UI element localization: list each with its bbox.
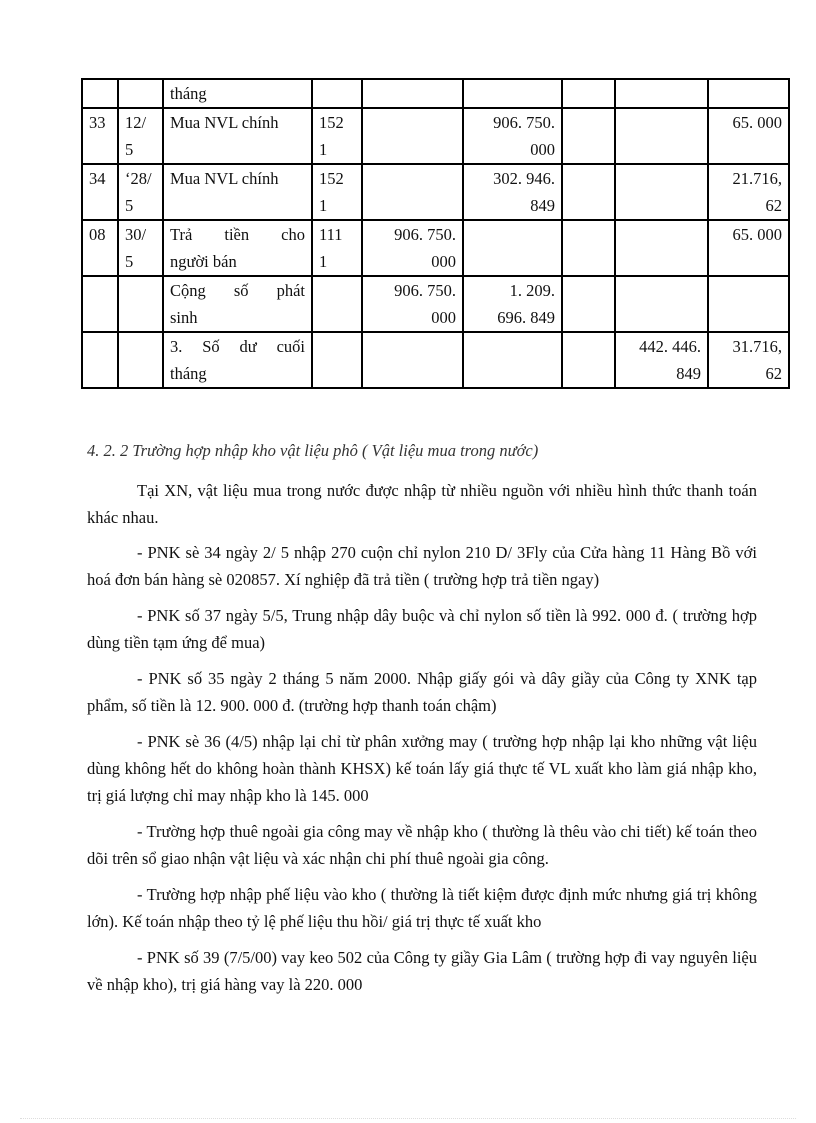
ledger-cell-line: tháng	[170, 84, 207, 103]
ledger-row	[82, 164, 789, 220]
section-heading: 4. 2. 2 Trường hợp nhập kho vật liệu phô ( Vật liệu mua trong nước)	[87, 441, 539, 460]
ledger-row	[82, 108, 789, 164]
ledger-cell-c6	[463, 332, 562, 388]
ledger-cell-line: 31.716,	[732, 337, 782, 356]
ledger-cell-c2	[118, 332, 163, 388]
ledger-cell-c9	[708, 332, 789, 388]
ledger-cell-c3	[163, 220, 312, 276]
ledger-cell-line: 65. 000	[732, 113, 782, 132]
ledger-cell-c4	[312, 332, 362, 388]
ledger-cell-c9	[708, 108, 789, 164]
ledger-cell-line: ‘28/	[125, 169, 152, 188]
body-text	[87, 477, 757, 1007]
ledger-cell-c4	[312, 79, 362, 108]
ledger-cell-line: 3. Số dư cuối	[170, 337, 305, 356]
ledger-cell-line: 1	[319, 252, 328, 271]
ledger-cell-c9	[708, 164, 789, 220]
ledger-cell-c7	[562, 332, 615, 388]
ledger-cell-c8	[615, 332, 708, 388]
ledger-cell-c6	[463, 108, 562, 164]
ledger-cell-line: 5	[125, 196, 134, 215]
ledger-cell-line: 33	[89, 113, 106, 132]
ledger-cell-line: 000	[431, 252, 456, 271]
ledger-cell-c3	[163, 276, 312, 332]
ledger-cell-line: 906. 750.	[394, 281, 456, 300]
ledger-cell-c9	[708, 220, 789, 276]
ledger-cell-c8	[615, 164, 708, 220]
ledger-cell-line: 12/	[125, 113, 147, 132]
ledger-cell-line: 62	[765, 364, 782, 383]
ledger-cell-c5	[362, 108, 463, 164]
ledger-cell-line: 30/	[125, 225, 147, 244]
ledger-cell-c2	[118, 220, 163, 276]
ledger-cell-c6	[463, 220, 562, 276]
ledger-cell-c3	[163, 108, 312, 164]
paragraph-pnk-37: - PNK số 37 ngày 5/5, Trung nhập dây buộc và chỉ nylon số tiền là 992. 000 đ. ( trường hợp dùng tiền tạm ứng để mua)	[87, 606, 757, 652]
paragraph-pnk-35: - PNK số 35 ngày 2 tháng 5 năm 2000. Nhập giấy gói và dây giầy của Công ty XNK tạp phẩm, số tiền là 12. 900. 000 đ. (trường hợp thanh toán chậm)	[87, 669, 757, 715]
ledger-cell-line: 152	[319, 169, 344, 188]
ledger-row	[82, 332, 789, 388]
ledger-cell-line: 849	[676, 364, 701, 383]
ledger-cell-line: 906. 750.	[394, 225, 456, 244]
ledger-cell-c2	[118, 79, 163, 108]
ledger-cell-c4	[312, 276, 362, 332]
paragraph-scrap: - Trường hợp nhập phế liệu vào kho ( thường là tiết kiệm được định mức nhưng giá trị không lớn). Kế toán nhập theo tỷ lệ phế liệu thu hồi/ giá trị thực tế xuất kho	[87, 885, 757, 931]
ledger-cell-c4	[312, 164, 362, 220]
paragraph-pnk-36: - PNK sè 36 (4/5) nhập lại chỉ từ phân xưởng may ( trường hợp nhập lại kho những vật liệu dùng không hết do không hoàn thành KHSX) kế toán lấy giá thực tế VL xuất kho làm giá nhập kho, trị giá lượng chỉ may nhập kho là 145. 000	[87, 732, 757, 805]
ledger-cell-line: 34	[89, 169, 106, 188]
ledger-cell-c3	[163, 332, 312, 388]
ledger-cell-c6	[463, 79, 562, 108]
ledger-cell-line: 1	[319, 196, 328, 215]
ledger-cell-c7	[562, 79, 615, 108]
ledger-cell-c5	[362, 332, 463, 388]
ledger-cell-line: người bán	[170, 252, 237, 271]
paragraph-outsourcing: - Trường hợp thuê ngoài gia công may về nhập kho ( thường là thêu vào chi tiết) kế toán theo dõi trên sổ giao nhận vật liệu và xác nhận chi phí thuê ngoài gia công.	[87, 822, 757, 868]
ledger-cell-c1	[82, 220, 118, 276]
ledger-cell-c7	[562, 164, 615, 220]
ledger-cell-c3	[163, 164, 312, 220]
ledger-cell-line: Trả tiền cho	[170, 225, 305, 244]
ledger-cell-line: 442. 446.	[639, 337, 701, 356]
ledger-row	[82, 220, 789, 276]
ledger-cell-line: 1. 209.	[509, 281, 555, 300]
ledger-cell-line: 5	[125, 140, 134, 159]
ledger-cell-line: 000	[431, 308, 456, 327]
ledger-cell-c3	[163, 79, 312, 108]
paragraph-intro: Tại XN, vật liệu mua trong nước được nhập từ nhiều nguồn với nhiều hình thức thanh toán khác nhau.	[87, 481, 757, 527]
ledger-cell-line: 906. 750.	[493, 113, 555, 132]
ledger-row	[82, 276, 789, 332]
ledger-cell-line: Mua NVL chính	[170, 169, 279, 188]
ledger-cell-c7	[562, 108, 615, 164]
paragraph-pnk-34: - PNK sè 34 ngày 2/ 5 nhập 270 cuộn chỉ nylon 210 D/ 3Fly của Cửa hàng 11 Hàng Bồ với hoá đơn bán hàng sè 020857. Xí nghiệp đã trả tiền ( trường hợp trả tiền ngay)	[87, 543, 757, 589]
ledger-cell-c1	[82, 164, 118, 220]
ledger-cell-c6	[463, 164, 562, 220]
ledger-cell-line: 5	[125, 252, 134, 271]
ledger-cell-line: 696. 849	[497, 308, 555, 327]
ledger-cell-line: 111	[319, 225, 343, 244]
ledger-cell-c5	[362, 164, 463, 220]
ledger-cell-line: Cộng số phát	[170, 281, 305, 300]
ledger-cell-line: 21.716,	[732, 169, 782, 188]
ledger-cell-c9	[708, 276, 789, 332]
ledger-cell-c1	[82, 108, 118, 164]
ledger-cell-line: 62	[765, 196, 782, 215]
ledger-cell-c7	[562, 276, 615, 332]
ledger-cell-c1	[82, 332, 118, 388]
ledger-cell-c8	[615, 220, 708, 276]
ledger-cell-c2	[118, 108, 163, 164]
ledger-cell-line: 849	[530, 196, 555, 215]
ledger-cell-c8	[615, 108, 708, 164]
ledger-cell-c4	[312, 220, 362, 276]
ledger-cell-line: 1	[319, 140, 328, 159]
ledger-cell-c8	[615, 79, 708, 108]
ledger-table	[81, 78, 790, 389]
ledger-cell-line: 152	[319, 113, 344, 132]
ledger-row	[82, 79, 789, 108]
ledger-cell-line: tháng	[170, 364, 207, 383]
ledger-cell-line: 000	[530, 140, 555, 159]
ledger-cell-line: 65. 000	[732, 225, 782, 244]
ledger-cell-c1	[82, 79, 118, 108]
ledger-cell-line: 08	[89, 225, 106, 244]
ledger-cell-c5	[362, 276, 463, 332]
ledger-cell-c2	[118, 276, 163, 332]
ledger-cell-c4	[312, 108, 362, 164]
paragraph-pnk-39: - PNK số 39 (7/5/00) vay keo 502 của Công ty giầy Gia Lâm ( trường hợp đi vay nguyên liệu về nhập kho), trị giá hàng vay là 220. 000	[87, 948, 757, 994]
footer-divider	[20, 1118, 796, 1119]
ledger-cell-c1	[82, 276, 118, 332]
ledger-cell-c5	[362, 79, 463, 108]
ledger-cell-line: Mua NVL chính	[170, 113, 279, 132]
ledger-cell-c7	[562, 220, 615, 276]
ledger-cell-line: sinh	[170, 308, 198, 327]
ledger-cell-c9	[708, 79, 789, 108]
ledger-cell-line: 302. 946.	[493, 169, 555, 188]
ledger-cell-c6	[463, 276, 562, 332]
ledger-cell-c5	[362, 220, 463, 276]
ledger-cell-c8	[615, 276, 708, 332]
ledger-cell-c2	[118, 164, 163, 220]
